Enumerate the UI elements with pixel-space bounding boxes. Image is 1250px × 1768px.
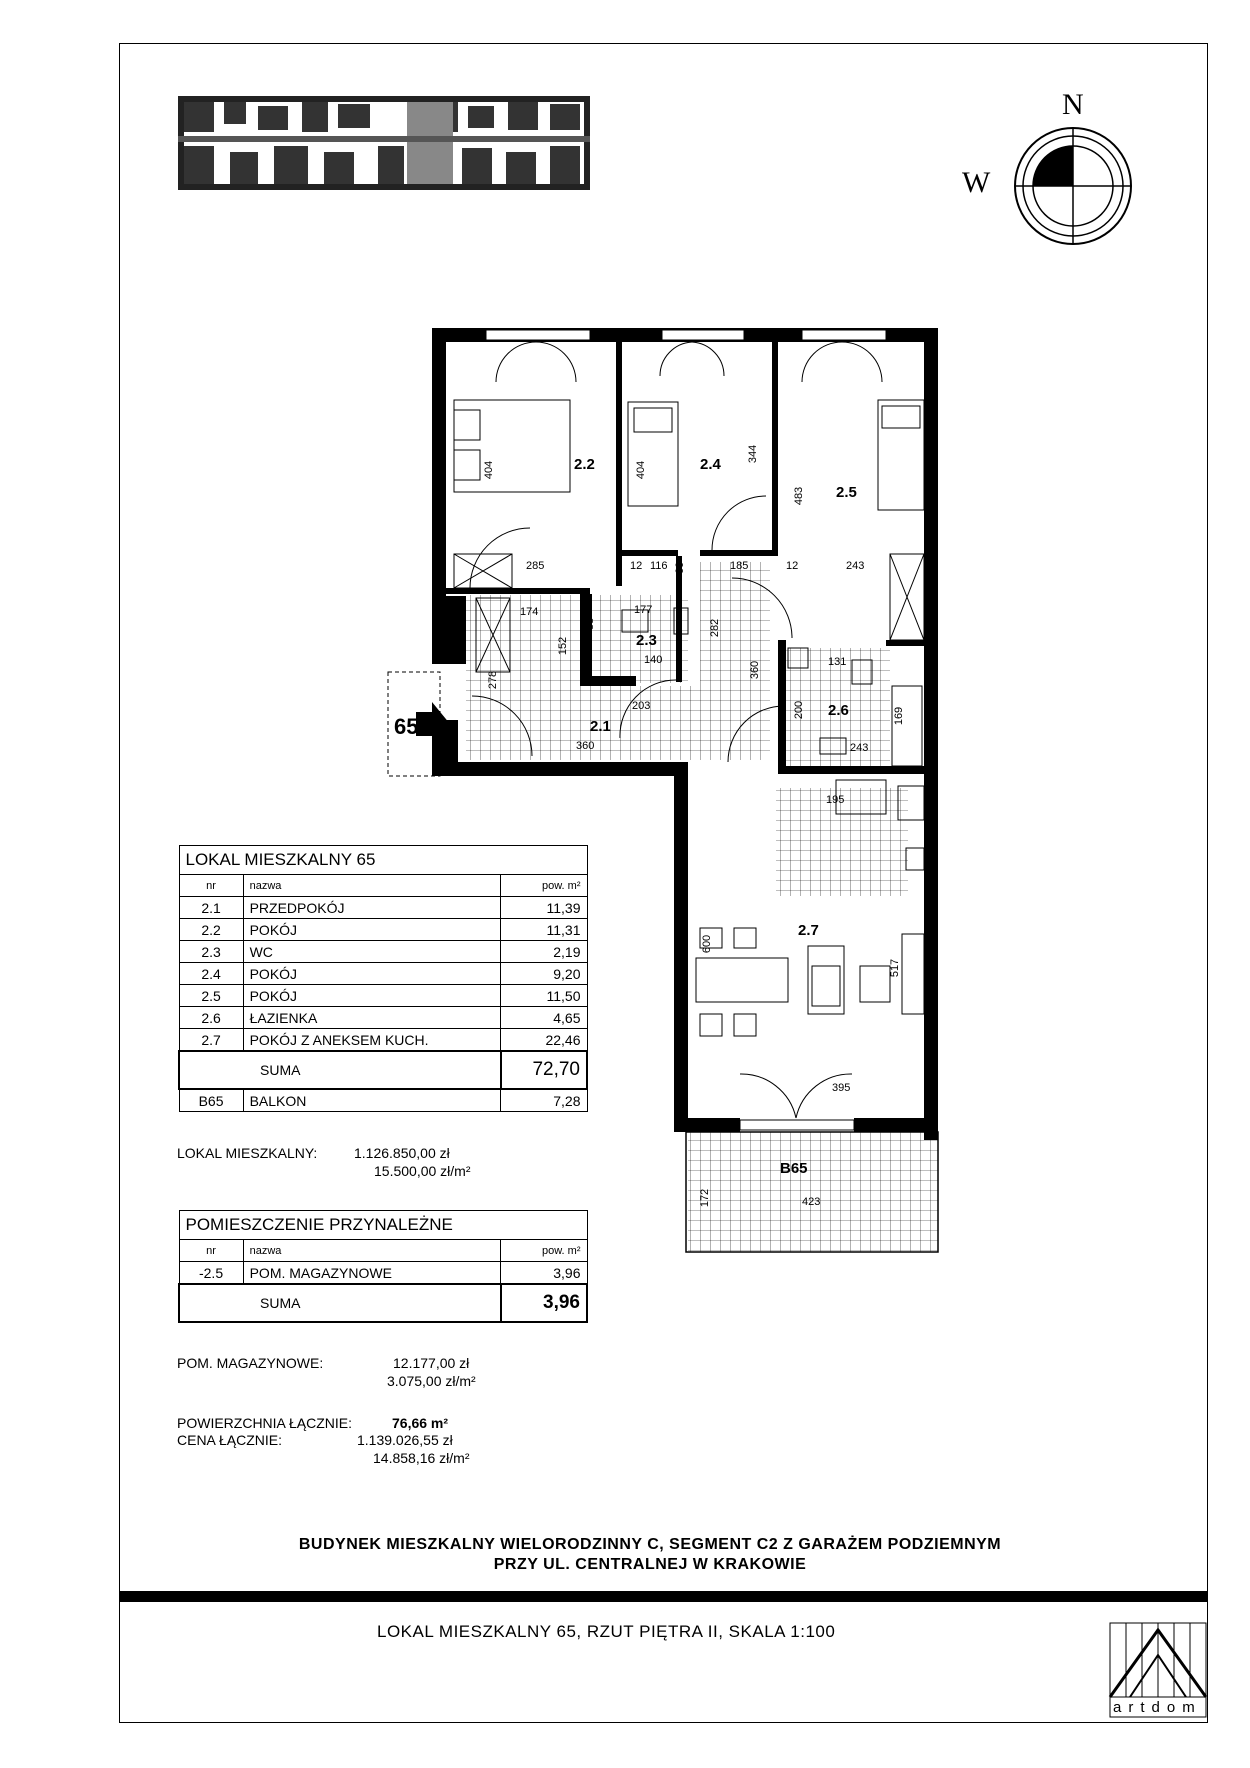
col-name: nazwa [243, 875, 500, 897]
dim-label: 344 [747, 444, 760, 464]
room-label-2-6: 2.6 [828, 702, 849, 719]
row-area: 3,96 [501, 1262, 588, 1285]
room-label-b65: B65 [780, 1160, 808, 1177]
dim-label: 360 [749, 660, 762, 680]
dim-label: 195 [826, 794, 845, 806]
dim-label: 395 [832, 1082, 851, 1094]
row-area: 11,39 [501, 897, 588, 919]
entrance-label: 65 [394, 714, 419, 739]
col-area: pow. m² [501, 1240, 588, 1262]
room-label-2-4: 2.4 [700, 456, 721, 473]
row-name: BALKON [243, 1089, 500, 1112]
row-nr: 2.5 [179, 985, 243, 1007]
col-name: nazwa [243, 1240, 500, 1262]
dim-label: 12 [786, 560, 799, 572]
row-name: POKÓJ [243, 985, 500, 1007]
table-row [179, 897, 587, 919]
row-name: POKÓJ [243, 963, 500, 985]
row-area: 9,20 [501, 963, 588, 985]
storage-table-title: POMIESZCZENIE PRZYNALEŻNE [179, 1211, 587, 1240]
dim-label: 600 [701, 934, 714, 954]
dim-label: 174 [520, 606, 539, 618]
total-price-label: CENA ŁĄCZNIE: [177, 1432, 283, 1448]
storage-price-label: POM. MAGAZYNOWE: [177, 1355, 324, 1371]
dim-label: 140 [644, 654, 663, 666]
dim-label: 285 [526, 560, 545, 572]
plan-caption: LOKAL MIESZKALNY 65, RZUT PIĘTRA II, SKALA 1:100 [377, 1622, 836, 1641]
dim-label: 423 [802, 1196, 821, 1208]
row-nr: -2.5 [179, 1262, 243, 1285]
total-area-value: 76,66 m² [392, 1415, 449, 1431]
room-label-2-2: 2.2 [574, 456, 595, 473]
row-area: 11,31 [501, 919, 588, 941]
row-name: WC [243, 941, 500, 963]
flat-price-total: 1.126.850,00 zł [354, 1145, 450, 1161]
storage-area-table [178, 1210, 588, 1323]
table-row [179, 1007, 587, 1029]
dim-label: 282 [709, 618, 722, 638]
table-row [179, 1262, 587, 1285]
dim-label: 517 [889, 958, 902, 978]
dim-label: 243 [850, 742, 869, 754]
dim-label: 12 [630, 560, 643, 572]
table-row [179, 941, 587, 963]
row-nr: 2.7 [179, 1029, 243, 1052]
compass-west-label: W [962, 166, 991, 199]
row-area: 2,19 [501, 941, 588, 963]
flat-price-label: LOKAL MIESZKALNY: [177, 1145, 318, 1161]
flat-price-per-m2: 15.500,00 zł/m² [374, 1163, 471, 1179]
dim-label: 360 [576, 740, 595, 752]
table-row [179, 963, 587, 985]
footer-rule [119, 1591, 1208, 1602]
row-nr: B65 [179, 1089, 243, 1112]
row-name: POKÓJ Z ANEKSEM KUCH. [243, 1029, 500, 1052]
total-price-value: 1.139.026,55 zł [357, 1432, 453, 1448]
dim-label: 88 [584, 617, 597, 631]
row-area: 4,65 [501, 1007, 588, 1029]
room-label-2-3: 2.3 [636, 632, 657, 649]
dim-label: 60 [674, 561, 687, 575]
table-row [179, 919, 587, 941]
dim-label: 404 [483, 460, 496, 480]
building-title-line1: BUDYNEK MIESZKALNY WIELORODZINNY C, SEGMENT C2 Z GARAŻEM PODZIEMNYM [298, 1536, 1002, 1553]
sum-value: 3,96 [501, 1284, 588, 1322]
row-nr: 2.4 [179, 963, 243, 985]
sum-label: SUMA [179, 1284, 501, 1322]
dim-label: 203 [632, 700, 651, 712]
col-nr: nr [179, 875, 243, 897]
row-nr: 2.2 [179, 919, 243, 941]
room-label-2-5: 2.5 [836, 484, 857, 501]
total-price-per-m2: 14.858,16 zł/m² [373, 1450, 470, 1466]
table-row [179, 985, 587, 1007]
row-area: 7,28 [501, 1089, 588, 1112]
dim-label: 169 [893, 706, 906, 726]
row-nr: 2.3 [179, 941, 243, 963]
dim-label: 404 [635, 460, 648, 480]
sum-label: SUMA [179, 1051, 501, 1089]
room-label-2-7: 2.7 [798, 922, 819, 939]
total-area-label: POWIERZCHNIA ŁĄCZNIE: [177, 1415, 353, 1431]
row-area: 11,50 [501, 985, 588, 1007]
dim-label: 131 [828, 656, 847, 668]
row-name: PRZEDPOKÓJ [243, 897, 500, 919]
col-area: pow. m² [501, 875, 588, 897]
sum-row [179, 1284, 587, 1322]
row-area: 22,46 [501, 1029, 588, 1052]
dim-label: 116 [650, 560, 668, 572]
row-name: POM. MAGAZYNOWE [243, 1262, 500, 1285]
dim-label: 200 [793, 700, 806, 720]
col-nr: nr [179, 1240, 243, 1262]
dim-label: 483 [793, 486, 806, 506]
row-name: POKÓJ [243, 919, 500, 941]
balcony-row [179, 1089, 587, 1112]
table-row [179, 1029, 587, 1052]
dim-label: 177 [634, 604, 653, 616]
row-nr: 2.6 [179, 1007, 243, 1029]
compass-north-label: N [1062, 88, 1084, 121]
dim-label: 152 [557, 636, 570, 656]
storage-price-total: 12.177,00 zł [393, 1355, 470, 1371]
flat-table-title: LOKAL MIESZKALNY 65 [179, 846, 587, 875]
sum-value: 72,70 [501, 1051, 588, 1089]
dim-label: 185 [730, 560, 749, 572]
sum-row [179, 1051, 587, 1089]
row-name: ŁAZIENKA [243, 1007, 500, 1029]
dim-label: 278 [487, 670, 500, 690]
building-title-line2: PRZY UL. CENTRALNEJ W KRAKOWIE [493, 1556, 807, 1573]
logo-text: artdom [1113, 1699, 1202, 1716]
dim-label: 243 [846, 560, 865, 572]
row-nr: 2.1 [179, 897, 243, 919]
storage-price-per-m2: 3.075,00 zł/m² [387, 1373, 476, 1389]
room-label-2-1: 2.1 [590, 718, 611, 735]
flat-area-table [178, 845, 588, 1112]
dim-label: 172 [699, 1188, 712, 1208]
